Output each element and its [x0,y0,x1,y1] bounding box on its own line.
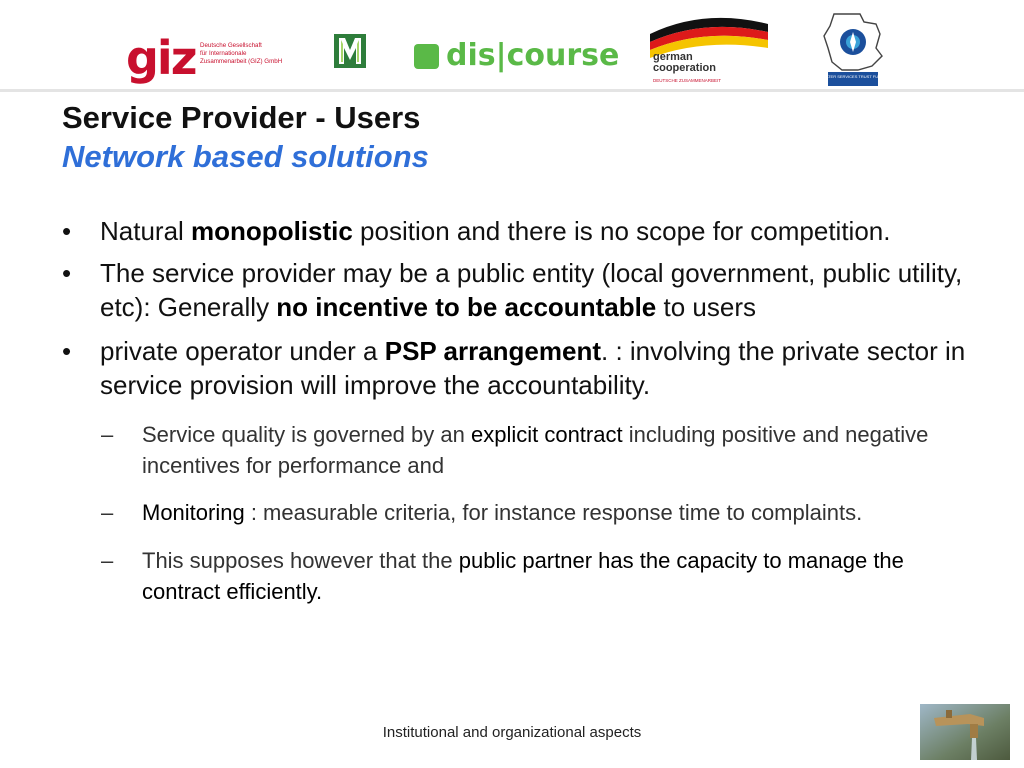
discourse-logo-text: dis|course [446,38,620,73]
sub-bullet-text-emphasis: public partner has the capacity to manage the contract efficiently. [142,548,904,604]
bullet-text [100,256,982,324]
giz-logo-text [200,42,300,66]
sub-bullet-text-run: Service quality is governed by an [142,422,471,447]
sub-bullet-text [142,545,971,607]
bullet-text [100,334,982,402]
bullet-item [62,256,982,324]
bullet-text-run: private operator under a [100,336,385,366]
sub-bullet-mark: – [101,548,114,573]
sub-bullet-mark: – [101,422,114,447]
bullet-text-run: position and there is no scope for competition. [352,216,891,246]
sub-bullet-item [101,545,971,607]
slide-subtitle: Network based solutions [62,139,429,174]
kenya-emblem-caption: WATER SERVICES TRUST FUND [822,74,884,79]
sub-bullet-item [101,419,971,481]
german-cooperation-subtext: DEUTSCHE ZUSAMMENARBEIT [653,78,722,83]
slide-title: Service Provider - Users [62,100,421,135]
bullet-text-run: Natural [100,216,192,246]
bullet-text [100,214,982,248]
bullet-text-run: . : involving the private sector in service provision will improve the accountability. [100,336,966,400]
giz-line-1: Deutsche Gesellschaft [200,42,262,49]
sub-bullet-text-emphasis: Monitoring [142,500,245,525]
water-tap-photo [920,704,1010,760]
sub-bullet-text-run: including positive and negative incentives for performance and [142,422,929,478]
bullet-item [62,214,982,248]
giz-line-3: Zusammenarbeit (GIZ) GmbH [200,58,283,65]
bullet-text-run: The service provider may be a public entity (local government, public utility, etc): Generally [100,258,963,322]
bullet-text-emphasis: monopolistic [191,216,353,246]
german-cooperation-line-2: cooperation [653,62,716,74]
german-cooperation-line-1: german [653,51,693,63]
german-cooperation-text [653,52,716,74]
bullet-text-emphasis: PSP arrangement [384,336,602,366]
giz-logo-mark: giz [126,31,196,85]
giz-line-2: für Internationale [200,50,247,57]
sub-bullet-item [101,497,971,528]
sub-bullet-text-run: : measurable criteria, for instance response time to complaints. [244,500,863,525]
sub-bullet-text-emphasis: explicit contract [470,422,623,447]
kenya-emblem-icon [820,12,886,88]
bullet-text-emphasis: no incentive to be accountable [276,292,657,322]
logo-bar [0,0,1024,88]
bullet-item [62,334,982,402]
header-divider [0,89,1024,92]
discourse-logo-square-icon [414,44,439,69]
sub-bullet-text [142,419,971,481]
bullet-mark: • [62,216,72,246]
bullet-mark: • [62,336,72,366]
bullet-text-run: to users [656,292,756,322]
footer-text: Institutional and organizational aspects [382,724,642,741]
m-logo-icon [333,32,367,70]
sub-bullet-text-run: This supposes however that the [142,548,459,573]
bullet-mark: • [62,258,72,288]
sub-bullet-text [142,497,971,528]
sub-bullet-mark: – [101,500,114,525]
